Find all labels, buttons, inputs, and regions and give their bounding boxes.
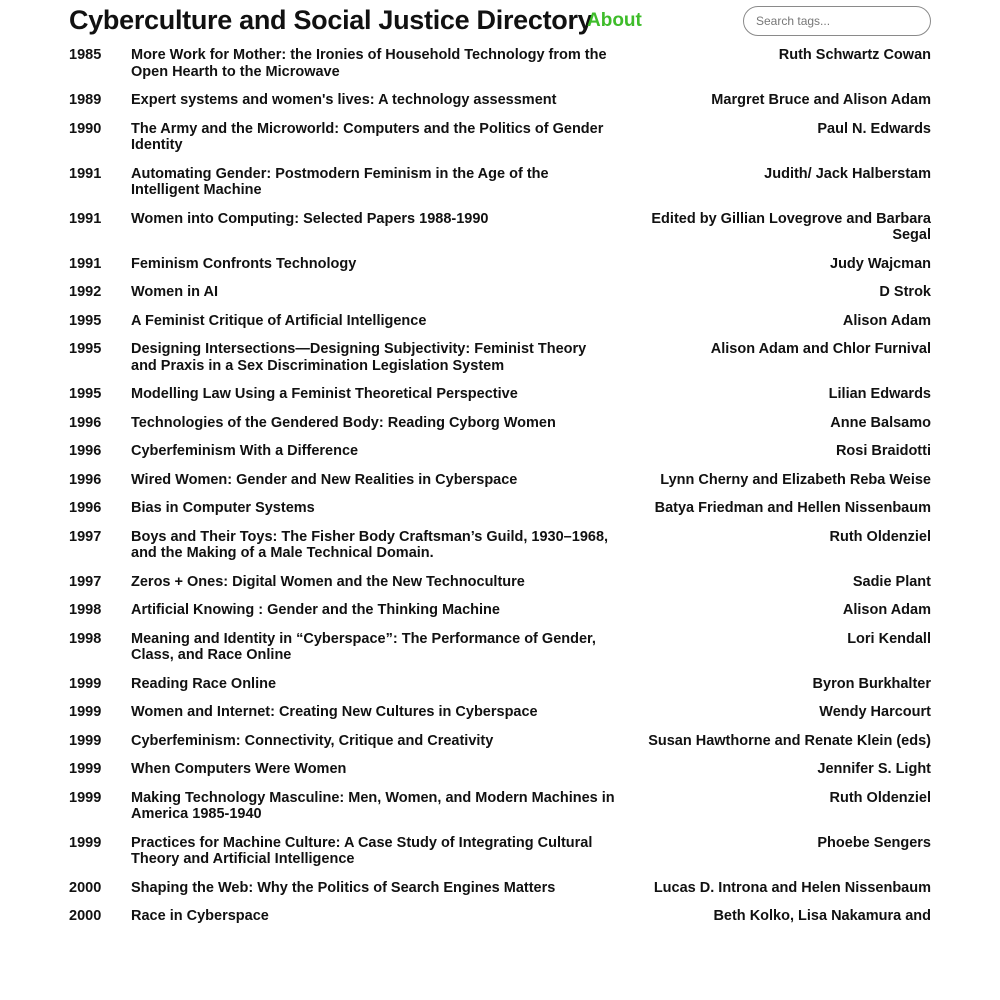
entry-author: Lori Kendall: [847, 630, 931, 647]
entry-year: 1996: [69, 500, 102, 516]
entry-title[interactable]: More Work for Mother: the Ironies of Household Technology from the Open Hearth to the Microwave: [131, 47, 607, 80]
page-header: [69, 2, 931, 42]
list-item: [69, 500, 931, 517]
entry-author: Ruth Oldenziel: [829, 528, 931, 545]
entry-title[interactable]: Technologies of the Gendered Body: Reading Cyborg Women: [131, 414, 556, 431]
entry-year: 1998: [69, 602, 102, 618]
entry-title[interactable]: Women and Internet: Creating New Cultures in Cyberspace: [131, 704, 538, 720]
entry-title[interactable]: Women in AI: [131, 284, 218, 300]
list-item: [69, 386, 931, 403]
entry-year: 1999: [69, 732, 102, 749]
entry-author: Wendy Harcourt: [819, 704, 931, 720]
list-item: [69, 341, 931, 374]
entry-year: 1999: [69, 834, 102, 851]
entry-author: Beth Kolko, Lisa Nakamura and: [713, 908, 931, 924]
entry-year: 1991: [69, 210, 102, 227]
entry-title[interactable]: Shaping the Web: Why the Politics of Search Engines Matters: [131, 879, 556, 896]
entry-year: 1995: [69, 312, 102, 329]
entry-year: 1985: [69, 47, 102, 63]
entry-author: Lilian Edwards: [828, 386, 931, 402]
entry-year: 2000: [69, 879, 102, 896]
entry-author: Susan Hawthorne and Renate Klein (eds): [648, 732, 931, 749]
entry-title[interactable]: Expert systems and women's lives: A technology assessment: [131, 92, 557, 108]
entry-year: 1999: [69, 789, 102, 806]
list-item: [69, 121, 931, 154]
list-item: [69, 704, 931, 721]
entry-author: Judy Wajcman: [830, 255, 931, 272]
entry-year: 1997: [69, 573, 102, 590]
entry-author: Anne Balsamo: [830, 414, 931, 431]
entry-title[interactable]: Zeros + Ones: Digital Women and the New Technoculture: [131, 573, 525, 590]
list-item: [69, 313, 931, 330]
entry-author: Alison Adam and Chlor Furnival: [710, 341, 931, 357]
entry-year: 1997: [69, 528, 102, 545]
list-item: [69, 211, 931, 244]
entry-title[interactable]: The Army and the Microworld: Computers and the Politics of Gender Identity: [131, 120, 604, 153]
entry-title[interactable]: Race in Cyberspace: [131, 908, 269, 924]
list-item: [69, 761, 931, 778]
entry-title[interactable]: A Feminist Critique of Artificial Intelligence: [131, 312, 427, 329]
entry-author: Batya Friedman and Hellen Nissenbaum: [654, 500, 931, 516]
entry-title[interactable]: Cyberfeminism: Connectivity, Critique and Creativity: [131, 732, 494, 749]
entry-author: Phoebe Sengers: [817, 834, 931, 851]
entry-year: 1996: [69, 414, 102, 431]
search-tags-input[interactable]: [743, 6, 931, 36]
entry-title[interactable]: Feminism Confronts Technology: [131, 255, 357, 272]
page-title: Cyberculture and Social Justice Directory: [69, 5, 593, 35]
list-item: [69, 880, 931, 897]
entry-list: [69, 47, 931, 937]
list-item: [69, 472, 931, 489]
list-item: [69, 92, 931, 109]
list-item: [69, 733, 931, 750]
entry-author: Margret Bruce and Alison Adam: [711, 92, 931, 108]
entry-author: Byron Burkhalter: [812, 675, 931, 692]
entry-year: 1996: [69, 443, 102, 459]
list-item: [69, 166, 931, 199]
entry-year: 1991: [69, 255, 102, 272]
entry-year: 1995: [69, 341, 102, 357]
entry-year: 2000: [69, 908, 102, 924]
entry-year: 1996: [69, 471, 102, 488]
list-item: [69, 415, 931, 432]
entry-year: 1995: [69, 386, 102, 402]
list-item: [69, 602, 931, 619]
entry-author: Edited by Gillian Lovegrove and Barbara Segal: [651, 210, 931, 243]
entry-title[interactable]: Modelling Law Using a Feminist Theoretical Perspective: [131, 386, 518, 402]
entry-author: Ruth Oldenziel: [829, 789, 931, 806]
entry-year: 1999: [69, 704, 102, 720]
list-item: [69, 574, 931, 591]
entry-year: 1992: [69, 284, 102, 300]
entry-title[interactable]: Cyberfeminism With a Difference: [131, 443, 359, 459]
entry-title[interactable]: Bias in Computer Systems: [131, 500, 315, 516]
entry-year: 1989: [69, 92, 102, 108]
entry-title[interactable]: Wired Women: Gender and New Realities in Cyberspace: [131, 471, 518, 488]
entry-author: Judith/ Jack Halberstam: [764, 165, 931, 182]
list-item: [69, 529, 931, 562]
entry-author: D Strok: [879, 284, 931, 300]
entry-year: 1998: [69, 630, 102, 647]
entry-year: 1991: [69, 165, 102, 182]
about-link[interactable]: About: [587, 10, 642, 31]
list-item: [69, 284, 931, 301]
list-item: [69, 835, 931, 868]
entry-year: 1999: [69, 675, 102, 692]
entry-title[interactable]: Artificial Knowing : Gender and the Thinking Machine: [131, 602, 500, 618]
entry-author: Ruth Schwartz Cowan: [778, 47, 931, 63]
list-item: [69, 443, 931, 460]
entry-author: Lucas D. Introna and Helen Nissenbaum: [653, 879, 931, 896]
list-item: [69, 676, 931, 693]
entry-title[interactable]: Meaning and Identity in “Cyberspace”: The Performance of Gender, Class, and Race Online: [131, 630, 596, 663]
entry-title[interactable]: Boys and Their Toys: The Fisher Body Craftsman’s Guild, 1930–1968, and the Making of a Male Technical Domain.: [131, 528, 609, 561]
entry-author: Paul N. Edwards: [817, 120, 931, 137]
entry-year: 1999: [69, 761, 102, 777]
entry-author: Jennifer S. Light: [817, 761, 931, 777]
entry-title[interactable]: Automating Gender: Postmodern Feminism in the Age of the Intelligent Machine: [131, 165, 549, 198]
list-item: [69, 908, 931, 925]
entry-title[interactable]: When Computers Were Women: [131, 761, 347, 777]
entry-author: Alison Adam: [842, 312, 931, 329]
list-item: [69, 47, 931, 80]
entry-author: Lynn Cherny and Elizabeth Reba Weise: [660, 471, 931, 488]
entry-title[interactable]: Reading Race Online: [131, 675, 277, 692]
entry-title[interactable]: Practices for Machine Culture: A Case Study of Integrating Cultural Theory and Artificial Intelligence: [131, 834, 593, 867]
list-item: [69, 790, 931, 823]
entry-title[interactable]: Designing Intersections—Designing Subjectivity: Feminist Theory and Praxis in a Sex Discrimination Legislation System: [131, 341, 587, 374]
entry-author: Sadie Plant: [852, 573, 931, 590]
entry-title[interactable]: Making Technology Masculine: Men, Women, and Modern Machines in America 1985-1940: [131, 789, 615, 822]
entry-author: Rosi Braidotti: [835, 443, 931, 459]
entry-title[interactable]: Women into Computing: Selected Papers 1988-1990: [131, 210, 489, 227]
entry-year: 1990: [69, 120, 102, 137]
list-item: [69, 256, 931, 273]
list-item: [69, 631, 931, 664]
entry-author: Alison Adam: [842, 602, 931, 618]
